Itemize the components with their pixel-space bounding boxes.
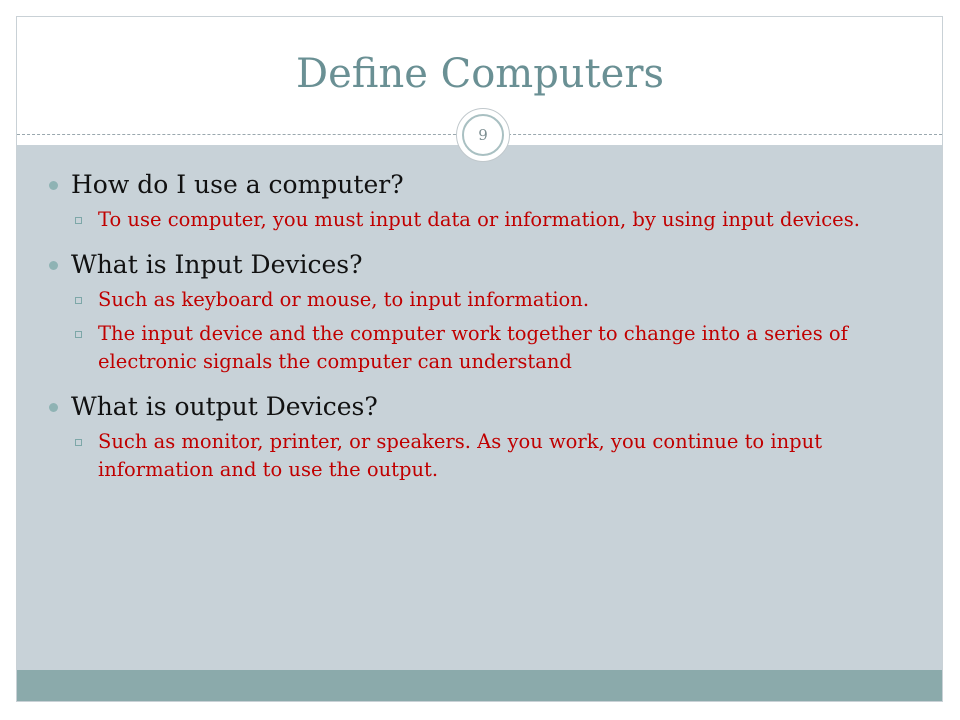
sub-bullet-text: Such as monitor, printer, or speakers. As you work, you continue to input information and to use the output.	[98, 430, 823, 481]
bullet-text: How do I use a computer?	[71, 170, 404, 199]
page-number-badge	[456, 108, 510, 162]
sub-bullet-item	[46, 320, 926, 376]
bullet-item	[46, 390, 926, 424]
sub-bullet-square-icon	[75, 331, 82, 338]
bullet-list	[46, 168, 926, 490]
bullet-dot-icon	[49, 403, 58, 412]
slide-title: Define Computers	[296, 51, 664, 97]
bullet-text: What is Input Devices?	[71, 250, 363, 279]
sub-bullet-square-icon	[75, 297, 82, 304]
bullet-dot-icon	[49, 181, 58, 190]
sub-bullet-item	[46, 206, 926, 234]
bullet-item	[46, 248, 926, 282]
sub-bullet-square-icon	[75, 217, 82, 224]
sub-bullet-item	[46, 428, 926, 484]
sub-bullet-text: Such as keyboard or mouse, to input information.	[98, 288, 590, 311]
sub-bullet-item	[46, 286, 926, 314]
footer-bar	[17, 670, 942, 701]
bullet-item	[46, 168, 926, 202]
sub-bullet-square-icon	[75, 439, 82, 446]
sub-bullet-text: The input device and the computer work together to change into a series of electronic signals the computer can understand	[98, 322, 848, 373]
sub-bullet-text: To use computer, you must input data or information, by using input devices.	[98, 208, 860, 231]
bullet-text: What is output Devices?	[71, 392, 378, 421]
page-number: 9	[462, 114, 504, 156]
bullet-dot-icon	[49, 261, 58, 270]
